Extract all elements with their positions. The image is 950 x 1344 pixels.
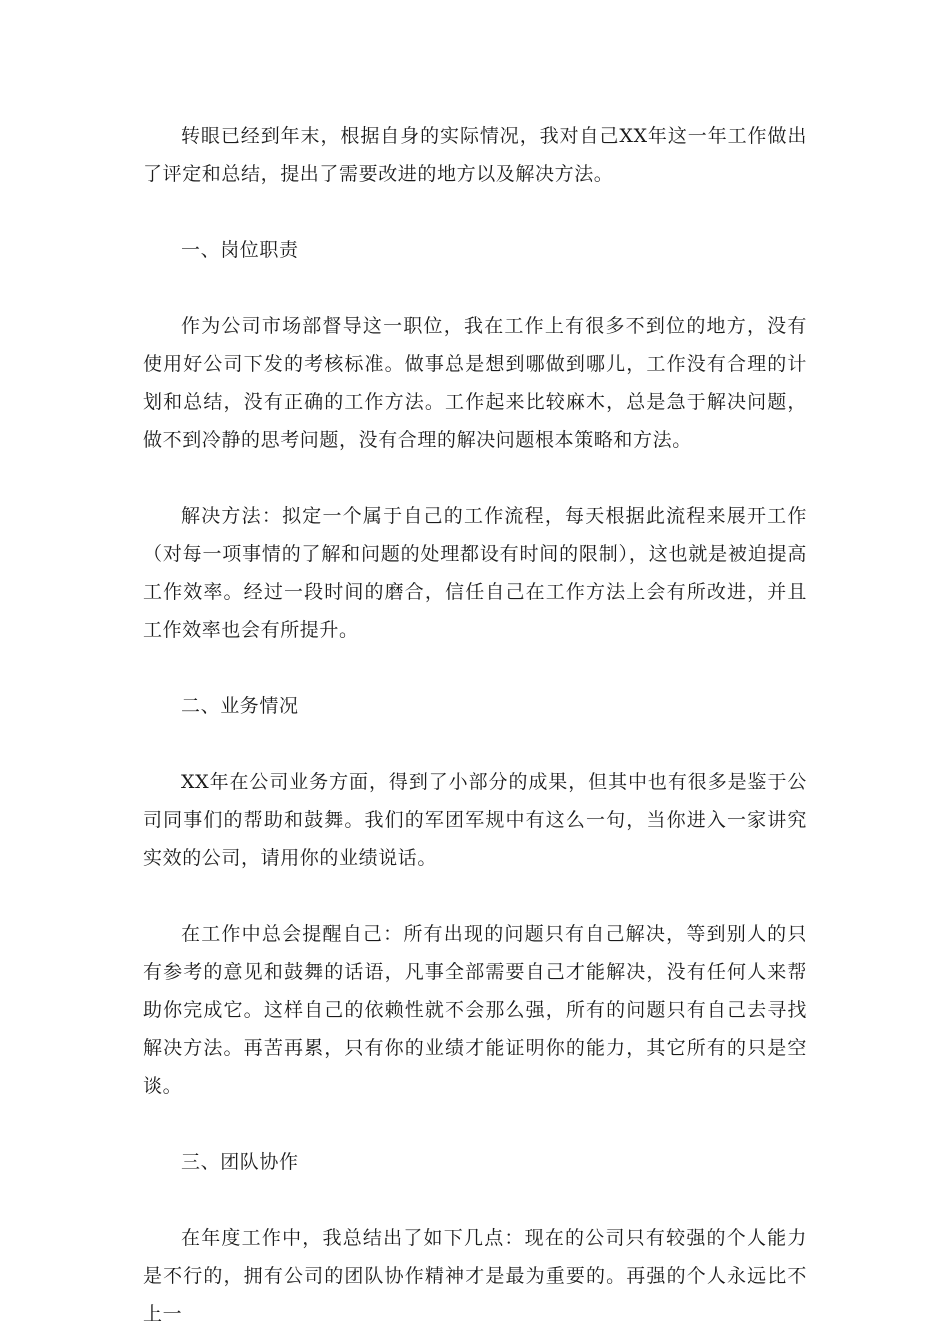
- section-heading-teamwork: 三、团队协作: [181, 1151, 299, 1173]
- intro-paragraph: 转眼已经到年末，根据自身的实际情况，我对自己XX年这一年工作做出了评定和总结，提出了需要改进的地方以及解决方法。: [143, 125, 807, 185]
- self-reminder-paragraph: 在工作中总会提醒自己：所有出现的问题只有自己解决，等到别人的只有参考的意见和鼓舞的话语，凡事全部需要自己才能解决，没有任何人来帮助你完成它。这样自己的依赖性就不会那么强，所有的问题只有自己去寻找解决方法。再苦再累，只有你的业绩才能证明你的能力，其它所有的只是空谈。: [143, 923, 807, 1097]
- solution-paragraph: 解决方法：拟定一个属于自己的工作流程，每天根据此流程来展开工作（对每一项事情的了解和问题的处理都设有时间的限制），这也就是被迫提高工作效率。经过一段时间的磨合，信任自己在工作方法上会有所改进，并且工作效率也会有所提升。: [143, 505, 807, 641]
- teamwork-paragraph: 在年度工作中，我总结出了如下几点：现在的公司只有较强的个人能力是不行的，拥有公司的团队协作精神才是最为重要的。再强的个人永远比不上一: [143, 1227, 807, 1325]
- section-heading-job-duties: 一、岗位职责: [181, 239, 299, 261]
- business-paragraph: XX年在公司业务方面，得到了小部分的成果，但其中也有很多是鉴于公司同事们的帮助和鼓舞。我们的军团军规中有这么一句，当你进入一家讲究实效的公司，请用你的业绩说话。: [143, 771, 807, 869]
- document-body: [143, 117, 807, 1333]
- section-heading-business: 二、业务情况: [181, 695, 299, 717]
- job-duties-paragraph: 作为公司市场部督导这一职位，我在工作上有很多不到位的地方，没有使用好公司下发的考核标准。做事总是想到哪做到哪儿，工作没有合理的计划和总结，没有正确的工作方法。工作起来比较麻木，总是急于解决问题，做不到冷静的思考问题，没有合理的解决问题根本策略和方法。: [143, 315, 807, 451]
